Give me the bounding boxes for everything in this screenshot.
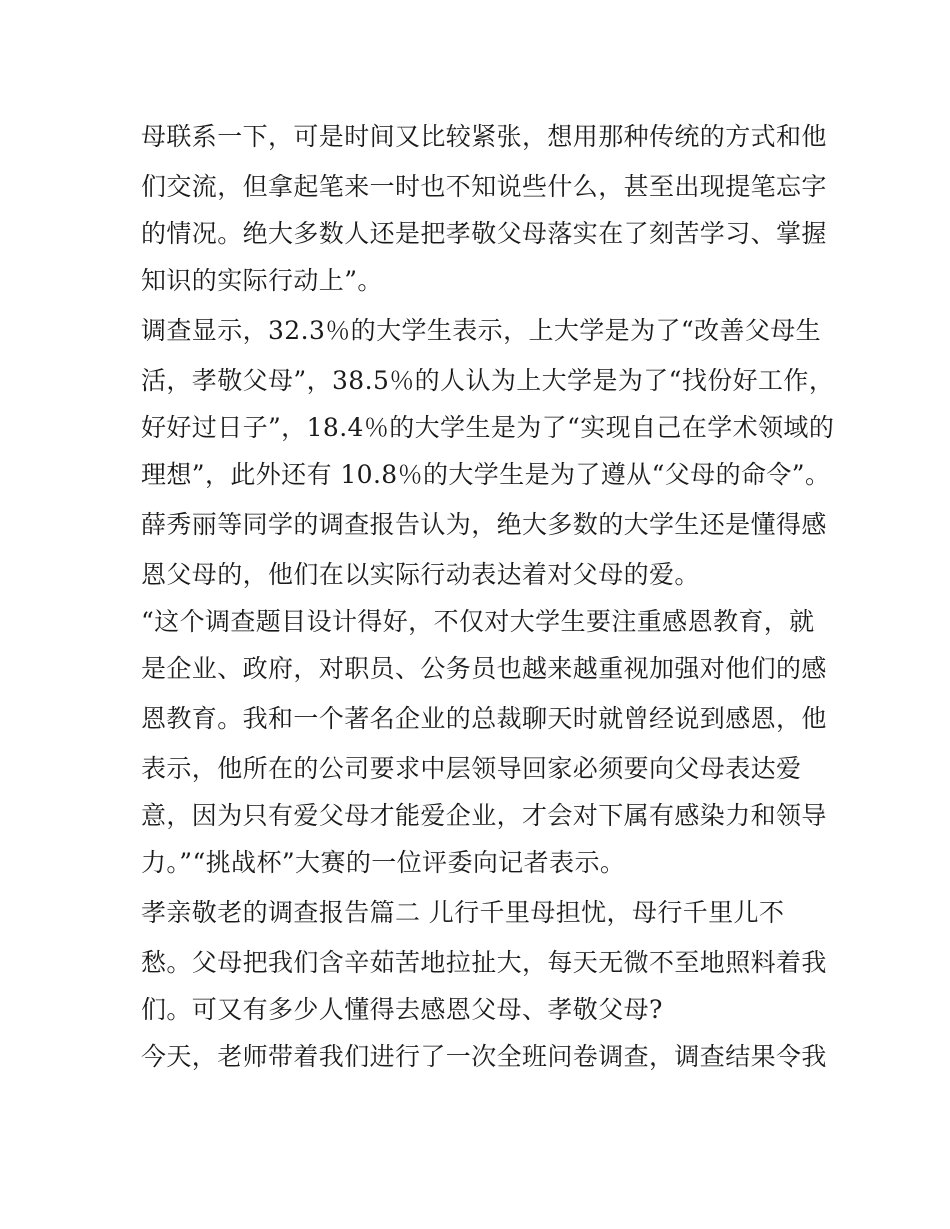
text-line: 母联系一下，可是时间又比较紧张，想用那种传统的方式和他 <box>141 122 827 151</box>
text-line: 活，孝敬父母”，38.5％的人认为上大学是为了“找份好工作， <box>141 366 835 395</box>
text-line: 意，因为只有爱父母才能爱企业，才会对下属有感染力和领导 <box>141 801 827 830</box>
text-line: 理想”，此外还有 10.8％的大学生是为了遵从“父母的命令”。 <box>141 460 831 489</box>
text-line: 们。可又有多少人懂得去感恩父母、孝敬父母? <box>141 995 663 1024</box>
text-line: 是企业、政府，对职员、公务员也越来越重视加强对他们的感 <box>141 654 827 683</box>
text-line: 力。”“挑战杯”大赛的一位评委向记者表示。 <box>141 848 626 877</box>
text-line: “这个调查题目设计得好，不仅对大学生要注重感恩教育，就 <box>141 607 815 636</box>
text-line: 孝亲敬老的调查报告篇二 儿行千里母担忧，母行千里儿不 <box>141 898 785 927</box>
text-line: 的情况。绝大多数人还是把孝敬父母落实在了刻苦学习、掌握 <box>141 219 827 248</box>
text-line: 愁。父母把我们含辛茹苦地拉扯大，每天无微不至地照料着我 <box>141 948 827 977</box>
text-line: 调查显示，32.3％的大学生表示，上大学是为了“改善父母生 <box>141 316 822 345</box>
text-line: 们交流，但拿起笔来一时也不知说些什么，甚至出现提笔忘字 <box>141 172 827 201</box>
text-line: 今天，老师带着我们进行了一次全班问卷调查，调查结果令我 <box>141 1042 827 1071</box>
text-line: 薛秀丽等同学的调查报告认为，绝大多数的大学生还是懂得感 <box>141 510 827 539</box>
text-line: 恩父母的，他们在以实际行动表达着对父母的爱。 <box>141 560 700 589</box>
text-line: 知识的实际行动上”。 <box>141 266 383 295</box>
text-line: 表示，他所在的公司要求中层领导回家必须要向父母表达爱 <box>141 754 802 783</box>
text-line: 好好过日子”，18.4％的大学生是为了“实现自己在学术领域的 <box>141 413 835 442</box>
text-line: 恩教育。我和一个著名企业的总裁聊天时就曾经说到感恩，他 <box>141 704 827 733</box>
